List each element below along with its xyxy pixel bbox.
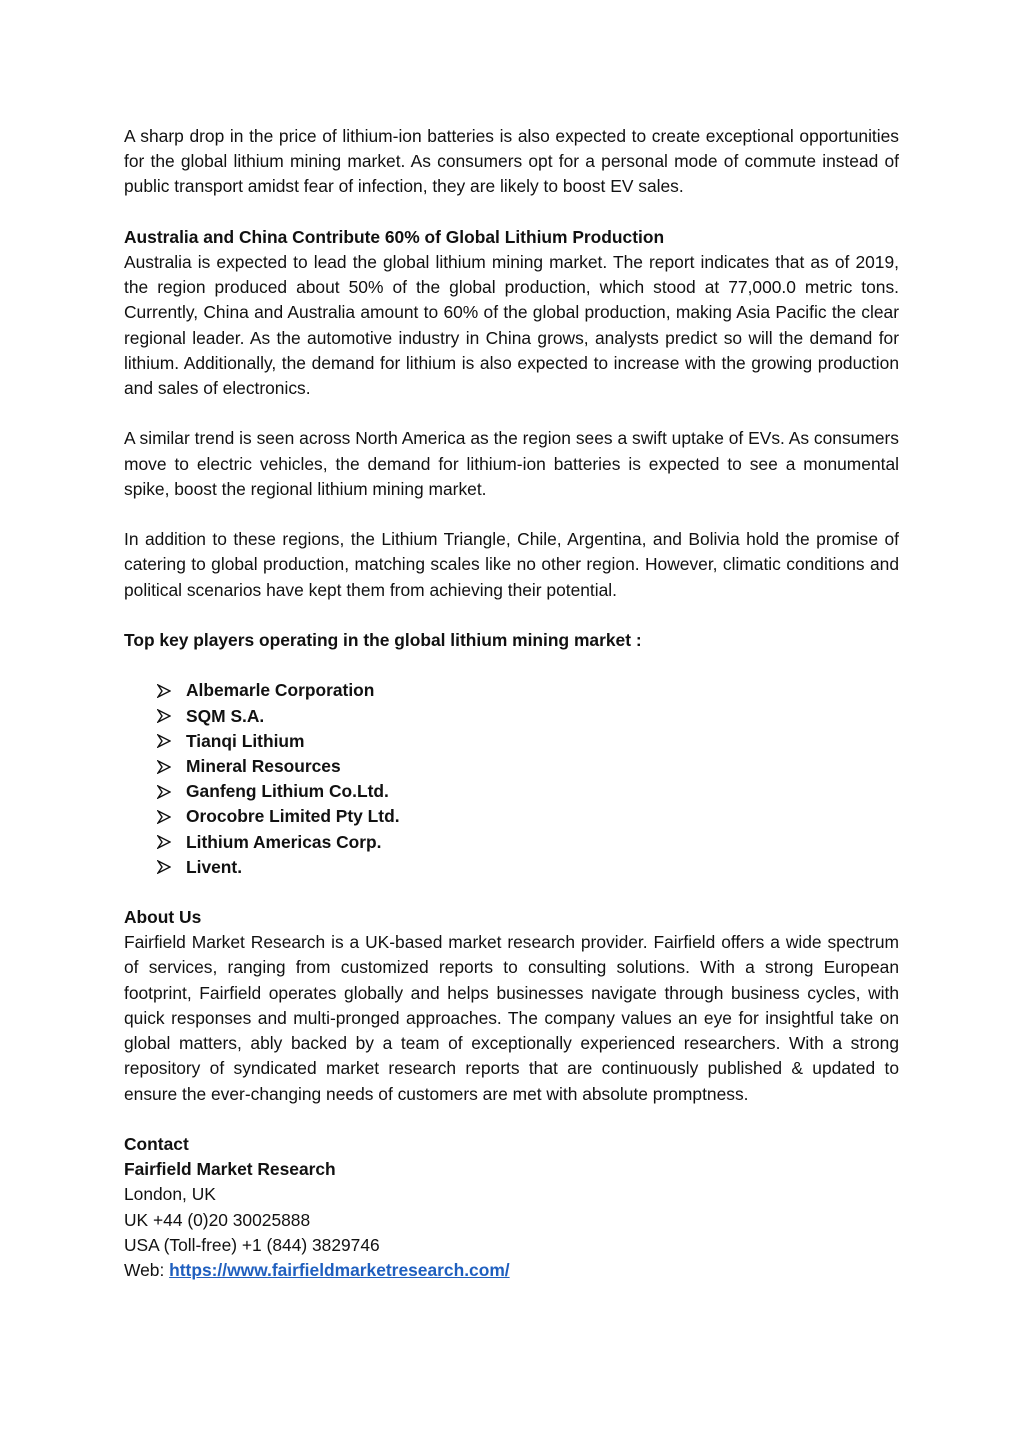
list-item-label: Lithium Americas Corp. (186, 831, 382, 852)
arrow-bullet-icon (157, 835, 171, 849)
arrow-bullet-icon (157, 785, 171, 799)
document-page (124, 124, 899, 1283)
list-item-label: Tianqi Lithium (186, 730, 305, 751)
list-item (157, 678, 899, 703)
production-paragraph-australia: Australia is expected to lead the global lithium mining market. The report indicates that as of 2019, the region produced about 50% of the global production, which stood at 77,000.0 metric tons. Currently, China and Australia amount to 60% of the global production, making Asia Pacific the clear regional leader. As the automotive industry in China grows, analysts predict so will the demand for lithium. Additionally, the demand for lithium is also expected to increase with the growing production and sales of electronics. (124, 252, 899, 399)
list-item-label: Mineral Resources (186, 755, 341, 776)
list-item-label: Orocobre Limited Pty Ltd. (186, 806, 400, 827)
list-item-label: SQM S.A. (186, 705, 265, 726)
arrow-bullet-icon (157, 760, 171, 774)
contact-company: Fairfield Market Research (124, 1159, 336, 1180)
list-item (157, 779, 899, 804)
key-players-heading: Top key players operating in the global lithium mining market : (124, 630, 642, 650)
list-item-label: Albemarle Corporation (186, 680, 375, 701)
contact-web (124, 1258, 899, 1283)
arrow-bullet-icon (157, 709, 171, 723)
spacer (124, 502, 899, 527)
about-heading: About Us (124, 907, 202, 928)
contact-phone-usa: USA (Toll-free) +1 (844) 3829746 (124, 1234, 380, 1255)
spacer (124, 401, 899, 426)
list-item (157, 754, 899, 779)
spacer (124, 200, 899, 225)
list-item (157, 830, 899, 855)
list-item (157, 804, 899, 829)
website-link[interactable]: https://www.fairfieldmarketresearch.com/ (169, 1259, 510, 1280)
contact-web-label: Web: (124, 1259, 170, 1280)
list-item (157, 855, 899, 880)
list-item-label: Livent. (186, 856, 243, 877)
arrow-bullet-icon (157, 734, 171, 748)
key-players-list (124, 678, 899, 880)
contact-location: London, UK (124, 1184, 216, 1205)
list-item-label: Ganfeng Lithium Co.Ltd. (186, 781, 389, 802)
spacer (124, 880, 899, 905)
about-paragraph: Fairfield Market Research is a UK-based market research provider. Fairfield offers a wide spectrum of services, ranging from customized reports to consulting solutions. With a strong European footprint, Fairfield operates globally and helps businesses navigate through business cycles, with quick responses and multi-pronged approaches. The company values an eye for insightful take on global matters, ably backed by a team of exceptionally experienced researchers. With a strong repository of syndicated market research reports that are continuously published & updated to ensure the ever-changing needs of customers are met with absolute promptness. (124, 932, 899, 1104)
spacer (124, 653, 899, 678)
arrow-bullet-icon (157, 810, 171, 824)
intro-paragraph: A sharp drop in the price of lithium-ion batteries is also expected to create exceptional opportunities for the global lithium mining market. As consumers opt for a personal mode of commute instead of public transport amidst fear of infection, they are likely to boost EV sales. (124, 126, 899, 197)
arrow-bullet-icon (157, 860, 171, 874)
spacer (124, 1107, 899, 1132)
spacer (124, 603, 899, 628)
contact-heading: Contact (124, 1133, 189, 1154)
production-paragraph-lithium-triangle: In addition to these regions, the Lithium Triangle, Chile, Argentina, and Bolivia hold the promise of catering to global production, matching scales like no other region. However, climatic conditions and political scenarios have kept them from achieving their potential. (124, 529, 899, 600)
production-heading: Australia and China Contribute 60% of Global Lithium Production (124, 226, 665, 247)
list-item (157, 729, 899, 754)
list-item (157, 704, 899, 729)
arrow-bullet-icon (157, 684, 171, 698)
contact-phone-uk: UK +44 (0)20 30025888 (124, 1209, 311, 1230)
production-paragraph-north-america: A similar trend is seen across North America as the region sees a swift uptake of EVs. As consumers move to electric vehicles, the demand for lithium-ion batteries is expected to see a monumental spike, boost the regional lithium mining market. (124, 428, 899, 499)
